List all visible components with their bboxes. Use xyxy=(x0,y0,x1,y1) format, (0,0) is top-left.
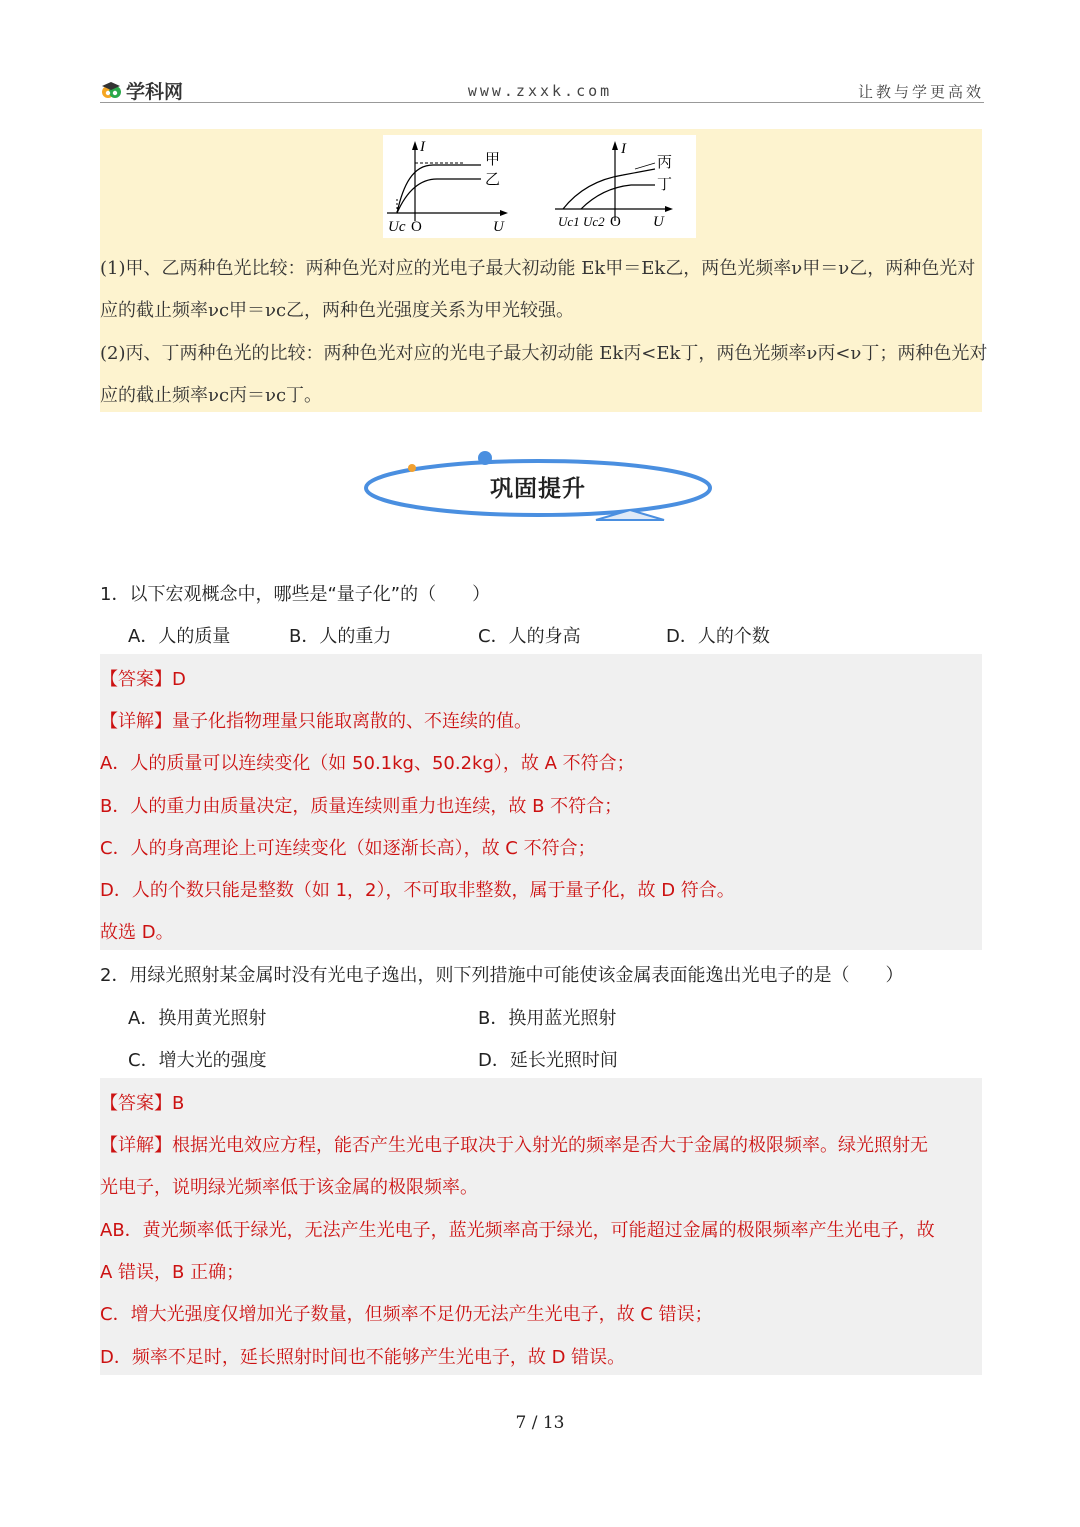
right-uc2-label: Uc2 xyxy=(583,214,605,229)
summary-line-1: (1)甲、乙两种色光比较：两种色光对应的光电子最大初动能 Ek甲＝Ek乙，两色光频率ν甲＝ν乙，两种色光对 xyxy=(100,258,976,279)
site-slogan: 让教与学更高效 xyxy=(857,83,984,101)
q2-explain-d: D．频率不足时，延长照射时间也不能够产生光电子，故 D 错误。 xyxy=(100,1347,626,1368)
q1-answer: 【答案】D xyxy=(100,669,186,690)
label-bing: 丙 xyxy=(657,155,673,171)
q1-option-b[interactable]: B．人的重力 xyxy=(289,626,392,647)
right-x-label: U xyxy=(653,214,664,230)
q2-explain-ab-cont: A 错误，B 正确； xyxy=(100,1262,245,1283)
q1-option-c[interactable]: C．人的身高 xyxy=(478,626,581,647)
summary-line-4: 应的截止频率νc丙＝νc丁。 xyxy=(100,385,323,406)
curve-jia xyxy=(397,165,481,213)
q2-option-b[interactable]: B．换用蓝光照射 xyxy=(478,1008,617,1029)
q2-explain-c: C．增大光强度仅增加光子数量，但频率不足仍无法产生光电子，故 C 错误； xyxy=(100,1304,713,1325)
label-yi: 乙 xyxy=(485,172,501,188)
right-y-arrow xyxy=(612,141,618,150)
q2-explain-ab: AB．黄光频率低于绿光，无法产生光电子，蓝光频率高于绿光，可能超过金属的极限频率产生光电子，故 xyxy=(100,1220,935,1241)
q2-detail-label: 【详解】 xyxy=(100,1135,172,1156)
q2-detail-2: 光电子，说明绿光频率低于该金属的极限频率。 xyxy=(100,1177,478,1198)
right-x-arrow xyxy=(665,206,673,212)
photoelectric-iu-graphs xyxy=(383,135,696,238)
q1-explain-c: C．人的身高理论上可连续变化（如逐渐长高），故 C 不符合； xyxy=(100,838,596,859)
logo-text: 学科网 xyxy=(126,80,184,103)
left-y-label: I xyxy=(420,139,425,155)
heading-dot-left xyxy=(408,464,416,472)
right-origin-label: O xyxy=(610,214,621,230)
summary-line-2: 应的截止频率νc甲＝νc乙，两种色光强度关系为甲光较强。 xyxy=(100,300,575,321)
q1-detail xyxy=(100,707,532,733)
q1-option-a[interactable]: A．人的质量 xyxy=(128,626,231,647)
summary-line-3: (2)丙、丁两种色光的比较：两种色光对应的光电子最大初动能 Ek丙<Ek丁，两色光频率ν丙<ν丁；两种色光对 xyxy=(100,343,988,364)
right-uc1-label: Uc1 xyxy=(558,214,580,229)
heading-dot-top xyxy=(478,451,492,465)
page-number: 7 / 13 xyxy=(515,1413,565,1433)
q1-explain-a: A．人的质量可以连续变化（如 50.1kg、50.2kg），故 A 不符合； xyxy=(100,753,635,774)
site-url: www.zxxk.com xyxy=(467,82,613,100)
left-y-arrow xyxy=(412,141,418,150)
q2-option-d[interactable]: D．延长光照时间 xyxy=(478,1050,618,1071)
question-1-stem: 1．以下宏观概念中，哪些是“量子化”的（ ） xyxy=(100,584,491,605)
q2-option-a[interactable]: A．换用黄光照射 xyxy=(128,1008,267,1029)
iu-graph-svg xyxy=(383,135,696,238)
q1-detail-text: 量子化指物理量只能取离散的、不连续的值。 xyxy=(172,711,532,732)
leader-bing xyxy=(635,163,655,169)
q2-detail-text-1: 根据光电效应方程，能否产生光电子取决于入射光的频率是否大于金属的极限频率。绿光照射无 xyxy=(172,1135,928,1156)
curve-bing xyxy=(563,169,655,209)
left-x-label: U xyxy=(493,219,504,235)
curve-yi xyxy=(397,179,481,213)
q2-answer: 【答案】B xyxy=(100,1093,185,1114)
q1-option-d[interactable]: D．人的个数 xyxy=(666,626,770,647)
label-jia: 甲 xyxy=(485,152,501,168)
left-uc-label: Uc xyxy=(388,219,406,235)
q2-detail xyxy=(100,1131,928,1157)
q1-explain-b: B．人的重力由质量决定，质量连续则重力也连续，故 B 不符合； xyxy=(100,796,623,817)
section-title: 巩固提升 xyxy=(490,475,586,502)
left-origin-label: O xyxy=(411,219,422,235)
q1-conclusion: 故选 D。 xyxy=(100,922,174,943)
q1-detail-label: 【详解】 xyxy=(100,711,172,732)
q2-option-c[interactable]: C．增大光的强度 xyxy=(128,1050,267,1071)
q1-explain-d: D．人的个数只能是整数（如 1，2），不可取非整数，属于量子化，故 D 符合。 xyxy=(100,880,735,901)
right-y-label: I xyxy=(621,141,626,157)
header-divider xyxy=(100,102,984,103)
label-ding: 丁 xyxy=(657,177,673,193)
question-2-stem: 2．用绿光照射某金属时没有光电子逸出，则下列措施中可能使该金属表面能逸出光电子的是（ ） xyxy=(100,965,904,986)
curve-ding xyxy=(581,185,655,209)
left-x-arrow xyxy=(500,210,508,216)
